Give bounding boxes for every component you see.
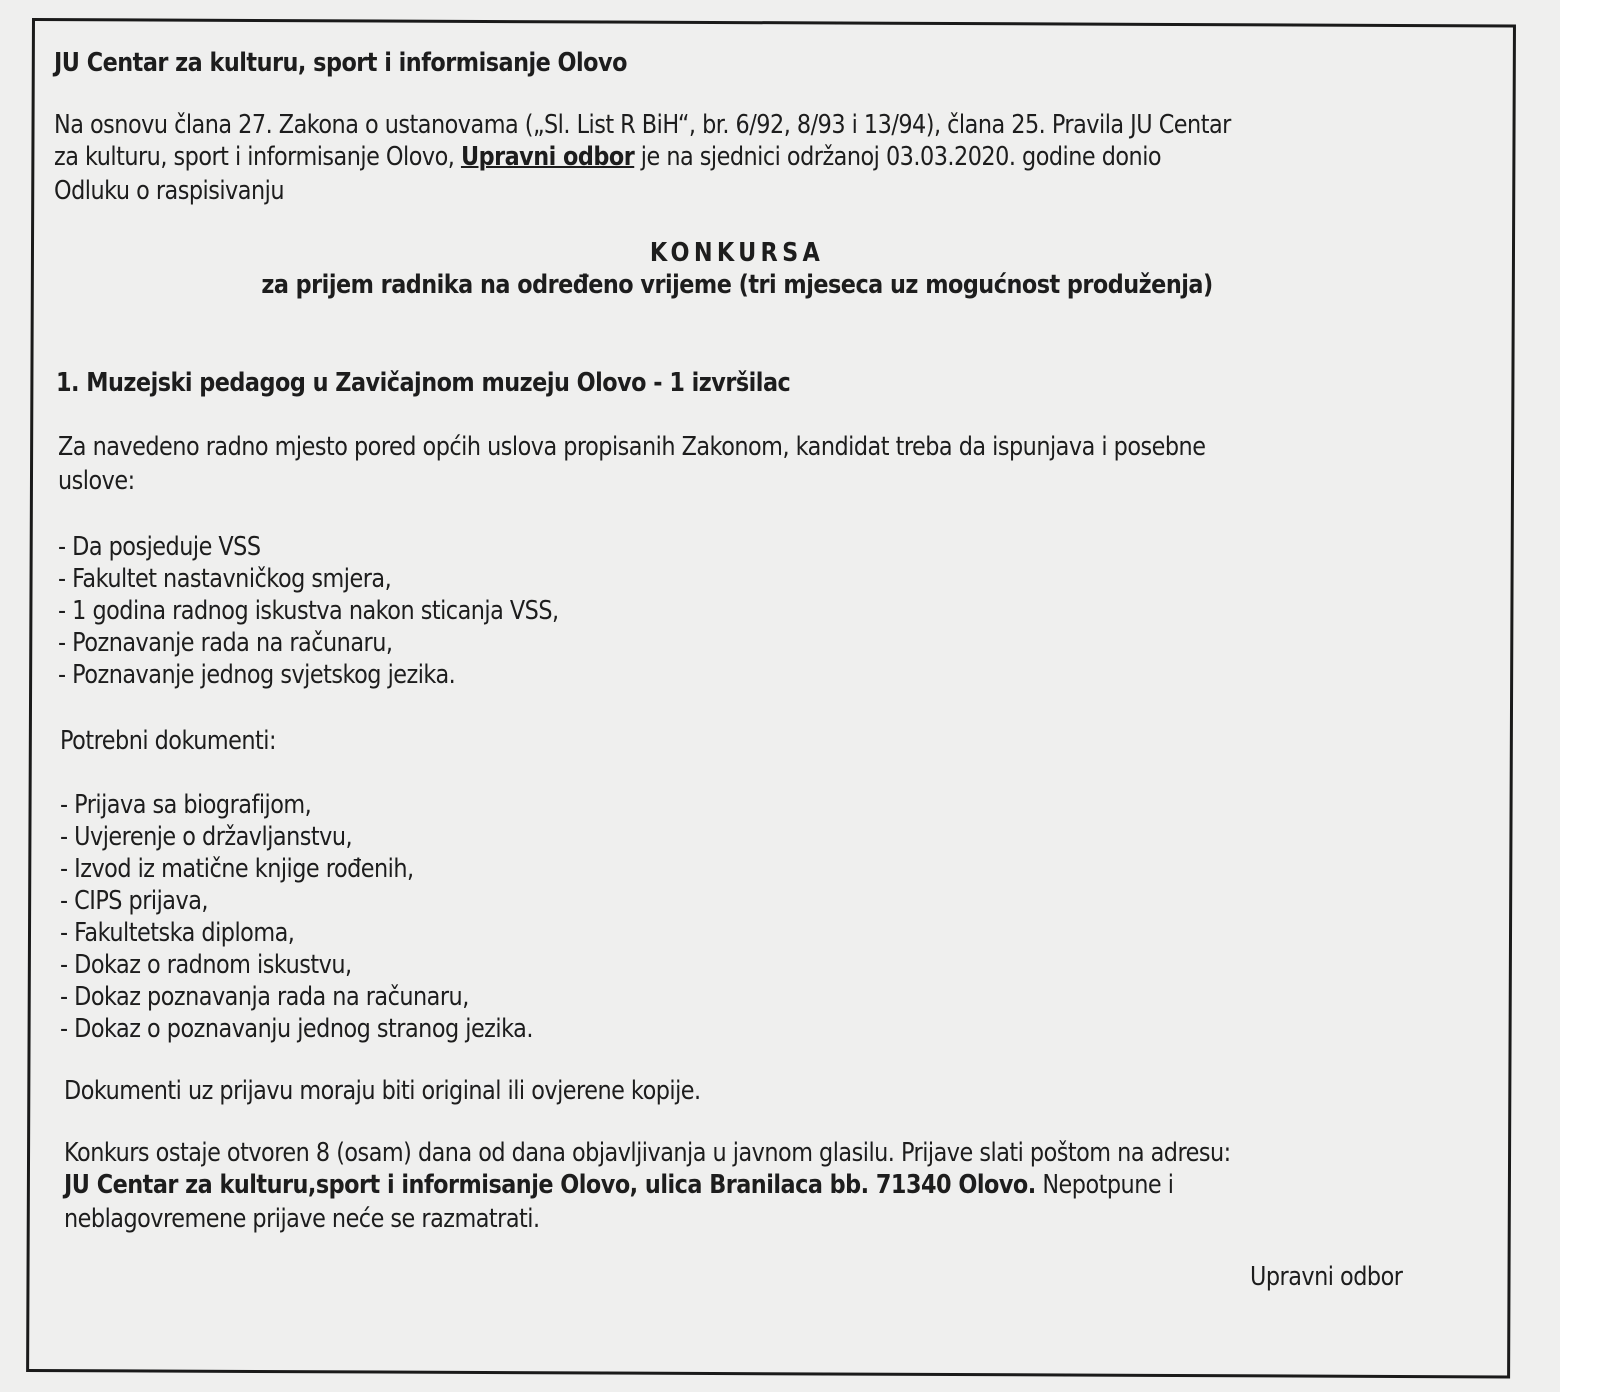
document-item: - Dokaz o radnom iskustvu, (60, 950, 352, 980)
condition-item: - Poznavanje rada na računaru, (58, 628, 393, 658)
documents-note: Dokumenti uz prijavu moraju biti original ili ovjerene kopije. (64, 1076, 701, 1106)
documents-title: Potrebni dokumenti: (60, 726, 277, 756)
signature: Upravni odbor (1250, 1262, 1403, 1292)
document-item: - CIPS prijava, (60, 886, 208, 916)
intro-line-2-start: za kulturu, sport i informisanje Olovo, (54, 142, 461, 172)
document-item: - Dokaz o poznavanju jednog stranog jezika. (60, 1014, 533, 1044)
condition-item: - Da posjeduje VSS (58, 532, 261, 562)
scan-margin (1560, 0, 1623, 1392)
intro-line-1: Na osnovu člana 27. Zakona o ustanovama („Sl. List R BiH“, br. 6/92, 8/93 i 13/94), člana 25. Pravila JU Centar (54, 110, 1231, 140)
closing-line-3: neblagovremene prijave neće se razmatrati. (64, 1204, 540, 1234)
upravni-odbor-underlined: Upravni odbor (460, 142, 635, 172)
closing-line-2-end: Nepotpune i (1035, 1170, 1174, 1200)
intro-line-2-end: je na sjednici održanoj 03.03.2020. godine donio (634, 142, 1162, 172)
document-item: - Dokaz poznavanja rada na računaru, (60, 982, 469, 1012)
intro-line-3: Odluku o raspisivanju (54, 176, 284, 206)
condition-item: - Poznavanje jednog svjetskog jezika. (58, 660, 456, 690)
document-item: - Prijava sa biografijom, (60, 790, 312, 820)
conditions-intro-line-2: uslove: (58, 466, 135, 496)
condition-item: - 1 godina radnog iskustva nakon sticanja VSS, (58, 596, 559, 626)
intro-line-2 (54, 140, 1161, 174)
document-item: - Fakultetska diploma, (60, 918, 295, 948)
document-item: - Uvjerenje o državljanstvu, (60, 822, 353, 852)
conditions-intro-line-1: Za navedeno radno mjesto pored općih uslova propisanih Zakonom, kandidat treba da ispunjava i posebne (58, 432, 1206, 462)
closing-line-2 (64, 1168, 1173, 1202)
konkurs-subtitle: za prijem radnika na određeno vrijeme (tri mjeseca uz mogućnost produženja) (261, 270, 1213, 300)
position-title: 1. Muzejski pedagog u Zavičajnom muzeju Olovo - 1 izvršilac (56, 368, 791, 398)
organization-title: JU Centar za kulturu, sport i informisanje Olovo (54, 48, 627, 78)
address-bold: JU Centar za kulturu,sport i informisanje Olovo, ulica Branilaca bb. 71340 Olovo. (64, 1170, 1036, 1200)
document-item: - Izvod iz matične knjige rođenih, (60, 854, 414, 884)
closing-line-1: Konkurs ostaje otvoren 8 (osam) dana od dana objavljivanja u javnom glasilu. Prijave slati poštom na adresu: (64, 1138, 1231, 1168)
konkurs-title: KONKURSA (649, 238, 825, 268)
condition-item: - Fakultet nastavničkog smjera, (58, 564, 392, 594)
